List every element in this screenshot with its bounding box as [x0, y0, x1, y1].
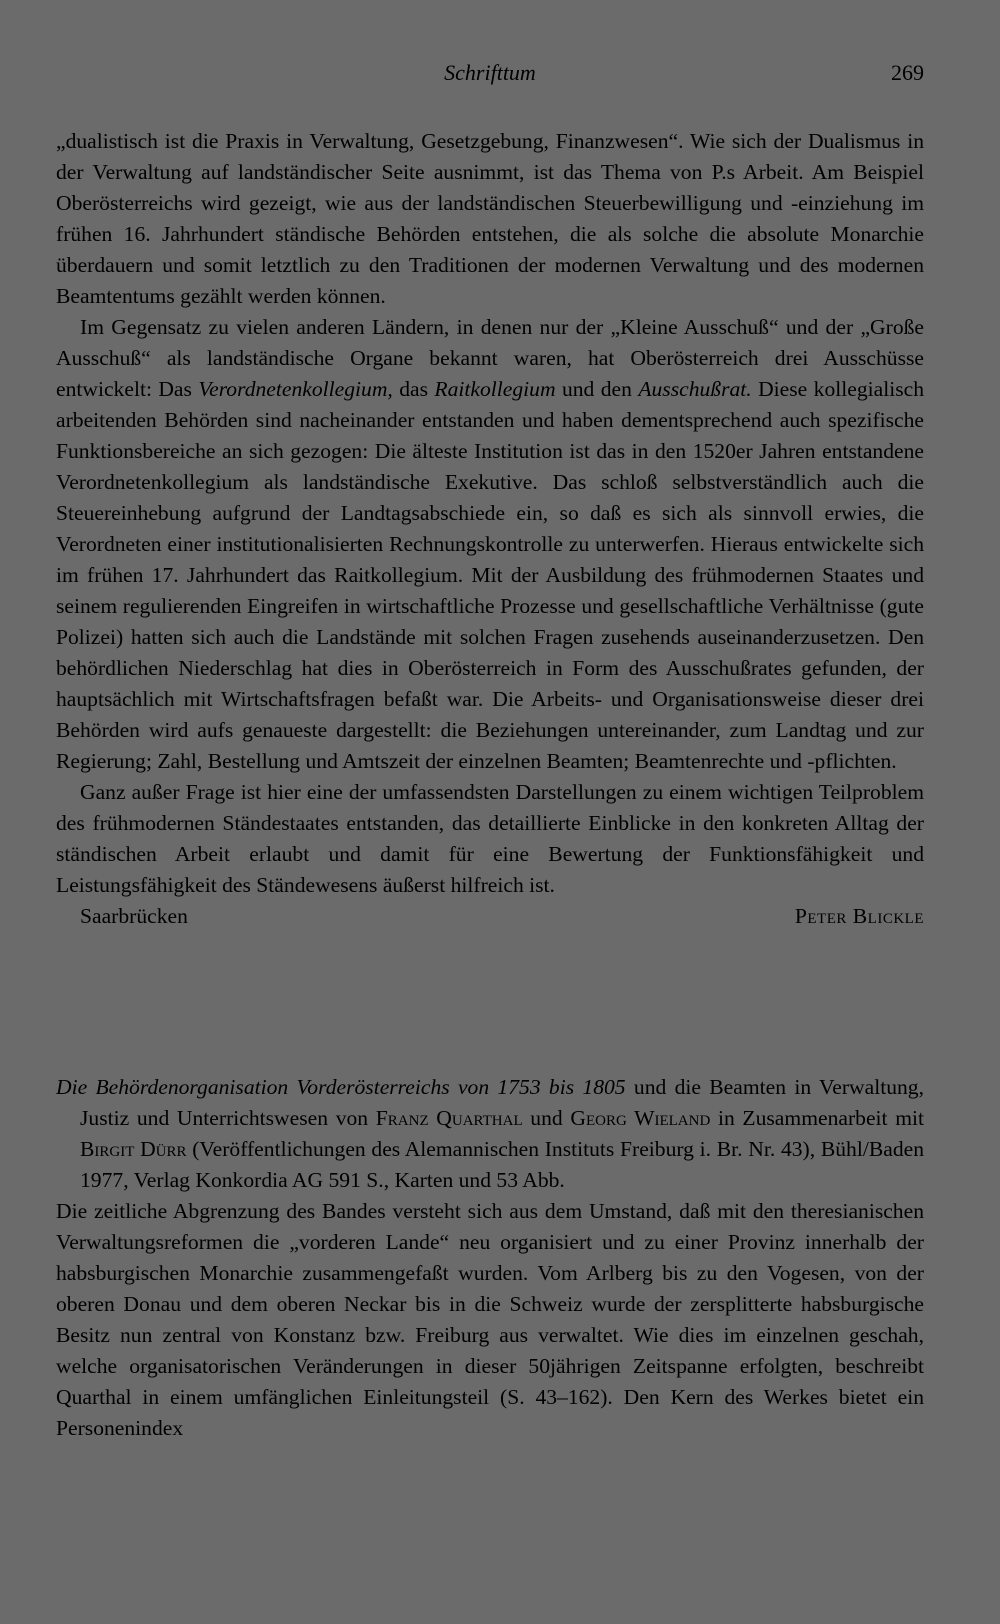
book-title: Die Behördenorganisation Vorderösterreichs von 1753 bis 1805 [56, 1075, 626, 1099]
paragraph-text: Im Gegensatz zu vielen anderen Ländern, in denen nur der „Kleine Ausschuß“ und der „Große Ausschuß“ als landständische Organe bekannt waren, hat Oberösterreich drei Ausschüsse entwickelt: Das [56, 315, 924, 401]
review-blickle [56, 126, 924, 932]
review-place: Saarbrücken [80, 904, 188, 928]
biblio-text: und die Beamten in Verwaltung, Justiz und Unterrichtswesen von [80, 1075, 924, 1130]
author-name: Birgit Dürr [80, 1137, 187, 1161]
reviewer-name: Peter Blickle [794, 904, 924, 928]
biblio-text: in Zusammenarbeit mit [710, 1106, 924, 1130]
term-raitkollegium: Raitkollegium [434, 377, 556, 401]
review-quarthal [56, 1072, 924, 1444]
review2-paragraph-1: Die zeitliche Abgrenzung des Bandes versteht sich aus dem Umstand, daß mit den theresianischen Verwaltungsreformen die „vorderen Lande“ neu organisiert und zu einer Provinz innerhalb der habsburgischen Monarchie zusammengefaßt wurden. Vom Arlberg bis zu den Vogesen, von der oberen Donau und dem oberen Neckar bis in die Schweiz wurde der zersplitterte habsburgische Besitz nun zentral von Konstanz bzw. Freiburg aus verwaltet. Wie dies im einzelnen geschah, welche organisatorischen Veränderungen in dieser 50jährigen Zeitspanne erfolgten, beschreibt Quarthal in einem umfänglichen Einleitungsteil (S. 43–162). Den Kern des Werkes bietet ein Personenindex [56, 1199, 924, 1440]
term-ausschussrat: Ausschußrat. [638, 377, 752, 401]
page-header [56, 56, 924, 96]
term-verordnetenkollegium: Verordnetenkollegium, [198, 377, 393, 401]
biblio-text: (Veröffentlichungen des Alemannischen Instituts Freiburg i. Br. Nr. 43), Bühl/Baden 1977, Verlag Konkordia AG 591 S., Karten und 53 Abb. [80, 1137, 924, 1192]
review1-paragraph-2 [56, 312, 924, 777]
running-title: Schrifttum [444, 60, 536, 85]
paragraph-text: das [392, 377, 435, 401]
review1-paragraph-1: „dualistisch ist die Praxis in Verwaltung, Gesetzgebung, Finanzwesen“. Wie sich der Dualismus in der Verwaltung auf landständischer Seite ausnimmt, ist das Thema von P.s Arbeit. Am Beispiel Oberösterreichs wird gezeigt, wie aus der landständischen Steuerbewilligung und -einziehung im frühen 16. Jahrhundert ständische Behörden entstehen, die als solche die absolute Monarchie überdauern und somit letztlich zu den Traditionen der modernen Verwaltung und des modernen Beamtentums gezählt werden können. [56, 129, 924, 308]
bibliographic-entry [56, 1072, 924, 1196]
review-signature [56, 901, 924, 932]
page-number: 269 [891, 60, 924, 85]
author-name: Georg Wieland [570, 1106, 711, 1130]
paragraph-text: Diese kollegialisch arbeitenden Behörden sind nacheinander entstanden und haben dementsprechend auch spezifische Funktionsbereiche an sich gezogen: Die älteste Institution ist das in den 1520er Jahren entstandene Verordnetenkollegium als landständische Exekutive. Das schloß selbstverständlich auch die Steuereinhebung aufgrund der Landtagsabschiede ein, so daß es sich als sinnvoll erwies, die Verordneten einer institutionalisierten Rechnungskontrolle zu unterwerfen. Hieraus entwickelte sich im frühen 17. Jahrhundert das Raitkollegium. Mit der Ausbildung des frühmodernen Staates und seinem regulierenden Eingreifen in wirtschaftliche Prozesse und gesellschaftliche Verhältnisse (gute Polizei) hatten sich auch die Landstände mit solchen Fragen zusehends auseinanderzusetzen. Den behördlichen Niederschlag hat dies in Oberösterreich in Form des Ausschußrates gefunden, der hauptsächlich mit Wirtschaftsfragen befaßt war. Die Arbeits- und Organisationsweise dieser drei Behörden wird aufs genaueste dargestellt: die Beziehungen untereinander, zum Landtag und zur Regierung; Zahl, Bestellung und Amtszeit der einzelnen Beamten; Beamtenrechte und -pflichten. [56, 377, 924, 773]
review1-paragraph-3: Ganz außer Frage ist hier eine der umfassendsten Darstellungen zu einem wichtigen Teilproblem des frühmodernen Ständestaates entstanden, das detaillierte Einblicke in den konkreten Alltag der ständischen Arbeit erlaubt und damit für eine Bewertung der Funktionsfähigkeit und Leistungsfähigkeit des Ständewesens äußerst hilfreich ist. [56, 780, 924, 897]
author-name: Franz Quarthal [375, 1106, 523, 1130]
paragraph-text: und den [555, 377, 639, 401]
biblio-text: und [522, 1106, 571, 1130]
